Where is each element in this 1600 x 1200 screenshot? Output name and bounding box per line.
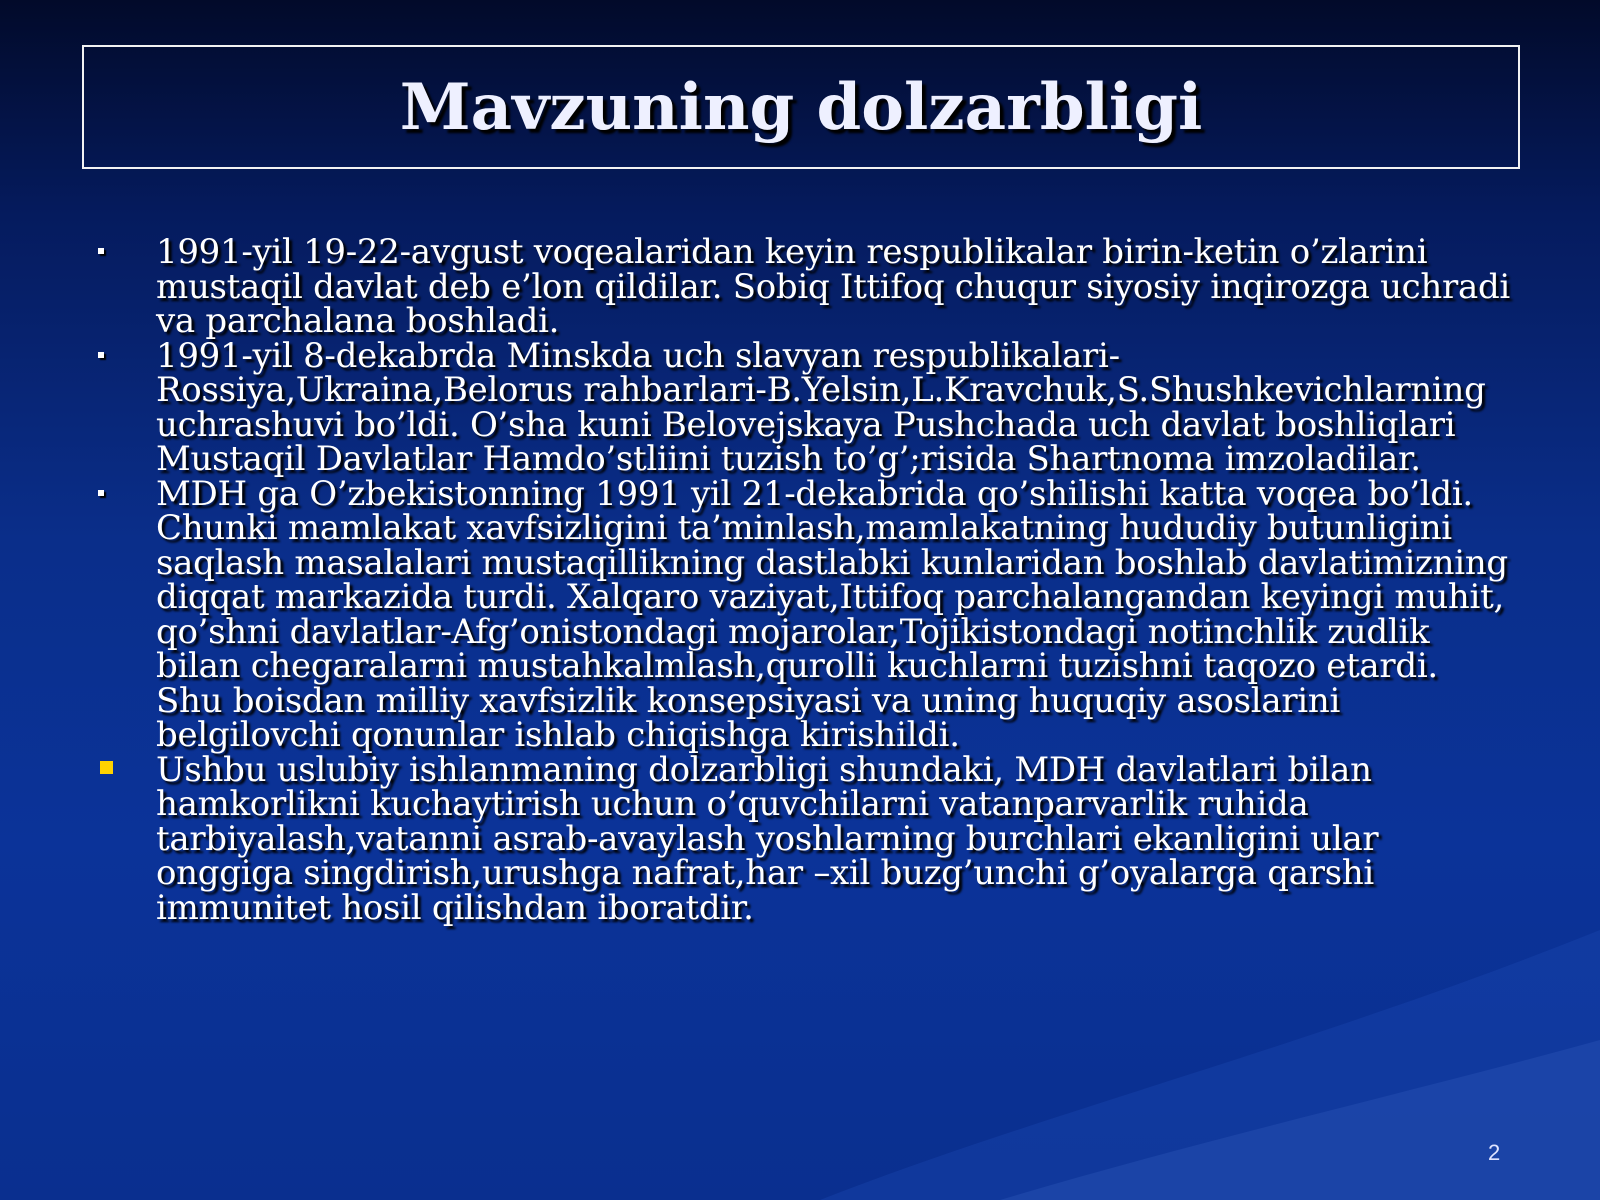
bullet-dot-icon (98, 490, 104, 496)
bullet-text: Ushbu uslubiy ishlanmaning dolzarbligi shundaki, MDH davlatlari bilan hamkorlikni kuchaytirish uchun o’quvchilarni vatanparvarlik ruhida tarbiyalash,vatanni asrab-avaylash yoshlarning burchlari ekanligini ular onggiga singdirish,urushga nafrat,har –xil buzg’unchi g’oyalarga qarshi immunitet hosil qilishdan iboratdir. (156, 749, 1379, 928)
page-number: 2 (1488, 1140, 1501, 1165)
bullet-item-4 (92, 749, 1512, 928)
bullet-item-1 (92, 232, 1512, 341)
bullet-text: MDH ga O’zbekistonning 1991 yil 21-dekabrida qo’shilishi katta voqea bo’ldi. Chunki mamlakat xavfsizligini ta’minlash,mamlakatning hududiy butunligini saqlash masalalari mustaqillikning dastlabki kunlaridan boshlab davlatimizning diqqat markazida turdi. Xalqaro vaziyat,Ittifoq parchalangandan keyingi muhit, qo’shni davlatlar-Afg’onistondagi mojarolar,Tojikistondagi notinchlik zudlik bilan chegaralarni mustahkalmlash,qurolli kuchlarni tuzishni taqozo etardi. Shu boisdan milliy xavfsizlik konsepsiyasi va uning huquqiy asoslarini belgilovchi qonunlar ishlab chiqishga kirishildi. (156, 473, 1508, 755)
slide-title: Mavzuning dolzarbligi (399, 69, 1203, 145)
bullet-text: 1991-yil 19-22-avgust voqealaridan keyin respublikalar birin-ketin o’zlarini mustaqil davlat deb e’lon qildilar. Sobiq Ittifoq chuqur siyosiy inqirozga uchradi va parchalana boshladi. (156, 232, 1510, 341)
bullet-dot-icon (98, 352, 104, 358)
bullet-item-2 (92, 335, 1512, 479)
bullet-text: 1991-yil 8-dekabrda Minskda uch slavyan respublikalari-Rossiya,Ukraina,Belorus rahbarlari-B.Yelsin,L.Kravchuk,S.Shushkevichlarning uchrashuvi bo’ldi. O’sha kuni Belovejskaya Pushchada uch davlat boshliqlari Mustaqil Davlatlar Hamdo’stliini tuzish to’g’;risida Shartnoma imzoladilar. (156, 335, 1486, 479)
bullet-item-3 (92, 473, 1512, 755)
bullet-square-icon (100, 761, 113, 774)
bullet-list (92, 232, 1512, 928)
title-box (82, 45, 1520, 169)
bullet-dot-icon (98, 248, 104, 254)
